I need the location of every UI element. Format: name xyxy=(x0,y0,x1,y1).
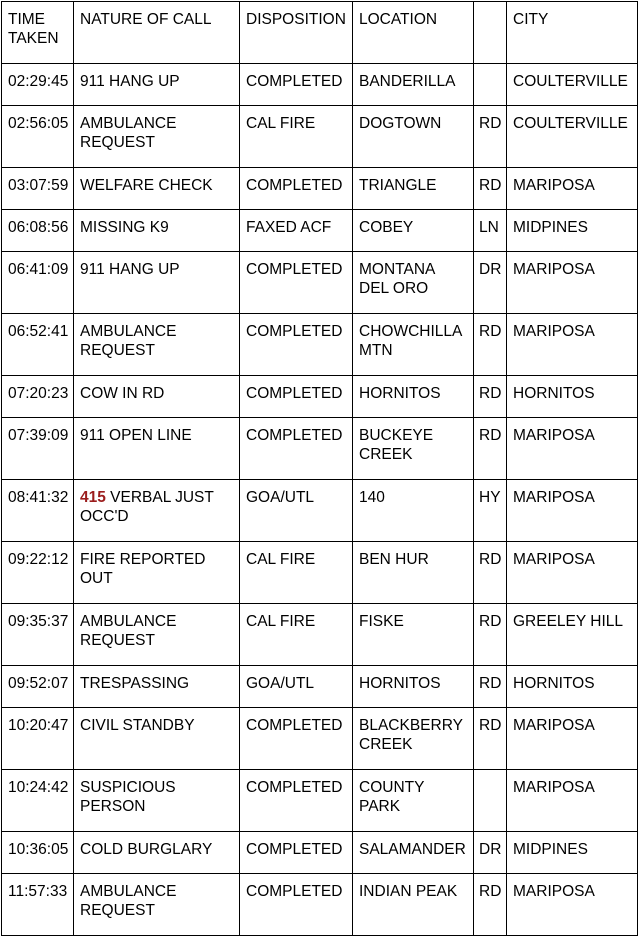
nature-cell xyxy=(74,708,240,770)
disposition-cell: FAXED ACF xyxy=(240,210,353,252)
nature-cell xyxy=(74,480,240,542)
suffix-cell: RD xyxy=(474,604,507,666)
location-cell: BEN HUR xyxy=(353,542,474,604)
disposition-cell: GOA/UTL xyxy=(240,480,353,542)
nature-text: AMBULANCE REQUEST xyxy=(80,115,177,151)
nature-text: TRESPASSING xyxy=(80,675,190,692)
suffix-cell: RD xyxy=(474,314,507,376)
nature-cell xyxy=(74,314,240,376)
nature-text: COLD BURGLARY xyxy=(80,841,213,858)
nature-cell xyxy=(74,832,240,874)
city-cell: COULTERVILLE xyxy=(507,106,638,168)
location-cell: COBEY xyxy=(353,210,474,252)
suffix-cell: DR xyxy=(474,832,507,874)
nature-text: AMBULANCE REQUEST xyxy=(80,883,177,919)
city-cell: MARIPOSA xyxy=(507,314,638,376)
disposition-cell: COMPLETED xyxy=(240,252,353,314)
city-cell: HORNITOS xyxy=(507,376,638,418)
location-cell: MONTANA DEL ORO xyxy=(353,252,474,314)
table-row xyxy=(2,64,638,106)
nature-cell xyxy=(74,210,240,252)
time-cell: 02:29:45 xyxy=(2,64,74,106)
header-disposition: DISPOSITION xyxy=(240,2,353,64)
table-row xyxy=(2,252,638,314)
city-cell: HORNITOS xyxy=(507,666,638,708)
nature-cell xyxy=(74,418,240,480)
disposition-cell: COMPLETED xyxy=(240,168,353,210)
table-row xyxy=(2,418,638,480)
city-cell: MARIPOSA xyxy=(507,708,638,770)
city-cell: COULTERVILLE xyxy=(507,64,638,106)
suffix-cell xyxy=(474,770,507,832)
location-cell: HORNITOS xyxy=(353,376,474,418)
city-cell: MARIPOSA xyxy=(507,770,638,832)
time-cell: 03:07:59 xyxy=(2,168,74,210)
location-cell: BANDERILLA xyxy=(353,64,474,106)
disposition-cell: CAL FIRE xyxy=(240,106,353,168)
nature-text: 911 HANG UP xyxy=(80,73,180,90)
nature-cell xyxy=(74,252,240,314)
time-cell: 09:35:37 xyxy=(2,604,74,666)
nature-cell xyxy=(74,874,240,936)
nature-text: COW IN RD xyxy=(80,385,165,402)
table-row xyxy=(2,106,638,168)
disposition-cell: COMPLETED xyxy=(240,832,353,874)
table-row xyxy=(2,314,638,376)
nature-text: AMBULANCE REQUEST xyxy=(80,613,177,649)
location-cell: 140 xyxy=(353,480,474,542)
call-code: 415 xyxy=(80,489,106,506)
header-city: CITY xyxy=(507,2,638,64)
suffix-cell: RD xyxy=(474,168,507,210)
time-cell: 09:22:12 xyxy=(2,542,74,604)
location-cell: CHOWCHILLA MTN xyxy=(353,314,474,376)
time-cell: 06:08:56 xyxy=(2,210,74,252)
location-cell: DOGTOWN xyxy=(353,106,474,168)
city-cell: MARIPOSA xyxy=(507,418,638,480)
nature-cell xyxy=(74,64,240,106)
header-suffix xyxy=(474,2,507,64)
nature-text: SUSPICIOUS PERSON xyxy=(80,779,176,815)
suffix-cell: RD xyxy=(474,106,507,168)
time-cell: 06:41:09 xyxy=(2,252,74,314)
nature-text: CIVIL STANDBY xyxy=(80,717,195,734)
nature-cell xyxy=(74,106,240,168)
table-row xyxy=(2,832,638,874)
table-row xyxy=(2,542,638,604)
time-cell: 07:39:09 xyxy=(2,418,74,480)
city-cell: MARIPOSA xyxy=(507,480,638,542)
header-time-taken: TIME TAKEN xyxy=(2,2,74,64)
disposition-cell: COMPLETED xyxy=(240,64,353,106)
suffix-cell: RD xyxy=(474,874,507,936)
table-row xyxy=(2,480,638,542)
header-nature-of-call: NATURE OF CALL xyxy=(74,2,240,64)
header-row xyxy=(2,2,638,64)
suffix-cell xyxy=(474,64,507,106)
disposition-cell: COMPLETED xyxy=(240,314,353,376)
city-cell: GREELEY HILL xyxy=(507,604,638,666)
disposition-cell: GOA/UTL xyxy=(240,666,353,708)
suffix-cell: RD xyxy=(474,542,507,604)
table-row xyxy=(2,376,638,418)
suffix-cell: RD xyxy=(474,418,507,480)
header-location: LOCATION xyxy=(353,2,474,64)
city-cell: MIDPINES xyxy=(507,210,638,252)
nature-cell xyxy=(74,542,240,604)
nature-cell xyxy=(74,666,240,708)
nature-text: 911 HANG UP xyxy=(80,261,180,278)
table-row xyxy=(2,210,638,252)
suffix-cell: RD xyxy=(474,708,507,770)
nature-cell xyxy=(74,168,240,210)
location-cell: TRIANGLE xyxy=(353,168,474,210)
table-row xyxy=(2,874,638,936)
time-cell: 10:24:42 xyxy=(2,770,74,832)
location-cell: HORNITOS xyxy=(353,666,474,708)
city-cell: MIDPINES xyxy=(507,832,638,874)
location-cell: BLACKBERRY CREEK xyxy=(353,708,474,770)
city-cell: MARIPOSA xyxy=(507,252,638,314)
time-cell: 07:20:23 xyxy=(2,376,74,418)
nature-text: MISSING K9 xyxy=(80,219,169,236)
time-cell: 10:36:05 xyxy=(2,832,74,874)
city-cell: MARIPOSA xyxy=(507,542,638,604)
time-cell: 11:57:33 xyxy=(2,874,74,936)
nature-text: FIRE REPORTED OUT xyxy=(80,551,206,587)
location-cell: FISKE xyxy=(353,604,474,666)
disposition-cell: COMPLETED xyxy=(240,874,353,936)
disposition-cell: COMPLETED xyxy=(240,418,353,480)
nature-cell xyxy=(74,604,240,666)
location-cell: INDIAN PEAK xyxy=(353,874,474,936)
nature-text: 911 OPEN LINE xyxy=(80,427,192,444)
nature-text: AMBULANCE REQUEST xyxy=(80,323,177,359)
suffix-cell: DR xyxy=(474,252,507,314)
time-cell: 10:20:47 xyxy=(2,708,74,770)
suffix-cell: HY xyxy=(474,480,507,542)
city-cell: MARIPOSA xyxy=(507,874,638,936)
nature-cell xyxy=(74,376,240,418)
disposition-cell: COMPLETED xyxy=(240,376,353,418)
disposition-cell: CAL FIRE xyxy=(240,604,353,666)
disposition-cell: COMPLETED xyxy=(240,770,353,832)
table-row xyxy=(2,770,638,832)
time-cell: 06:52:41 xyxy=(2,314,74,376)
location-cell: BUCKEYE CREEK xyxy=(353,418,474,480)
disposition-cell: COMPLETED xyxy=(240,708,353,770)
time-cell: 09:52:07 xyxy=(2,666,74,708)
call-log-table xyxy=(1,1,638,936)
nature-cell xyxy=(74,770,240,832)
suffix-cell: RD xyxy=(474,666,507,708)
table-row xyxy=(2,604,638,666)
nature-text: VERBAL JUST OCC'D xyxy=(80,489,214,525)
table-row xyxy=(2,168,638,210)
table-row xyxy=(2,666,638,708)
suffix-cell: LN xyxy=(474,210,507,252)
location-cell: SALAMANDER xyxy=(353,832,474,874)
suffix-cell: RD xyxy=(474,376,507,418)
time-cell: 02:56:05 xyxy=(2,106,74,168)
time-cell: 08:41:32 xyxy=(2,480,74,542)
disposition-cell: CAL FIRE xyxy=(240,542,353,604)
table-row xyxy=(2,708,638,770)
location-cell: COUNTY PARK xyxy=(353,770,474,832)
nature-text: WELFARE CHECK xyxy=(80,177,213,194)
city-cell: MARIPOSA xyxy=(507,168,638,210)
